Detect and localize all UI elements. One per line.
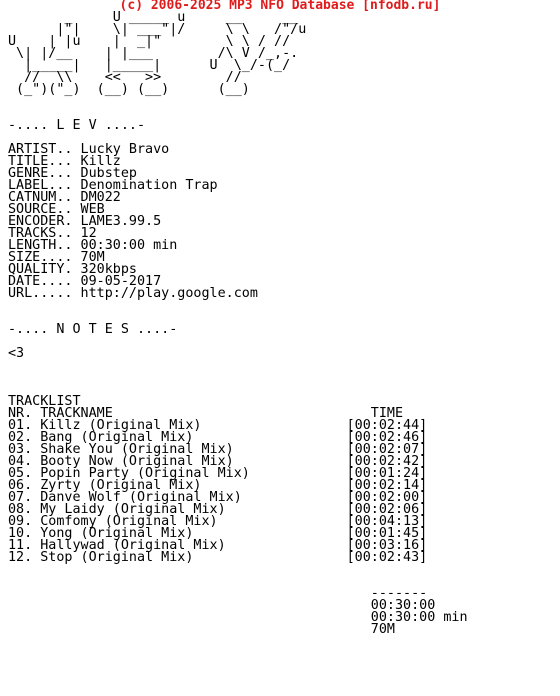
release-info: ARTIST.. Lucky Bravo TITLE... Killz GENRE... Dubstep LABEL... Denomination Trap CATNUM.. DM022 SOURCE.. WEB ENCODER. LAME3.99.5 TRACKS.. 12 LENGTH.. 00:30:00 min SIZE.... 70M QUALITY. 320kbps DATE.... 09-05-2017 URL..... http://play.google.com [8,142,258,301]
notes-text: <3 [8,346,25,361]
totals-summary: ------- 00:30:00 00:30:00 min 70M [370,586,468,637]
section-title-lev: -.... L E V ....- [8,118,146,133]
nfo-text [8,12,468,636]
tracklist-table: NR. TRACKNAME TIME 01. Killz (Original Mix) [00:02:44] 02. Bang (Original Mix) [00:02:46] 03. Shake You (Original Mix) [00:02:07] 04. Booty Now (Original Mix) [00:02:42] 05. Popin Party (Original Mix) [00:01:24] 06. Zyrty (Original Mix) [00:02:14] 07. Danve Wolf (Original Mix) [00:02:00] 08. My Laidy (Original Mix) [00:02:06] 09. Comfomy (Original Mix) [00:04:13] 10. Yong (Original Mix) [00:01:45] 11. Hallywad (Original Mix) [00:03:16] 12. Stop (Original Mix) [00:02:43] [8,406,428,565]
section-title-notes: -.... N O T E S ....- [8,322,178,337]
site-header-banner: (c) 2006-2025 MP3 NFO Database [nfodb.ru] [119,0,441,13]
tracklist-title: TRACKLIST [8,394,81,409]
ascii-logo: _ U _____ u __ __ |"| \| ___"|/ \ \ /"/u U | |u | _|" \ \ / // \| |/__ | |___ /\ V /_,-. |_____| |_____| U \_/-(_/ // \\ << >> // (_")("_) (__) (__) (__) [8,10,307,97]
